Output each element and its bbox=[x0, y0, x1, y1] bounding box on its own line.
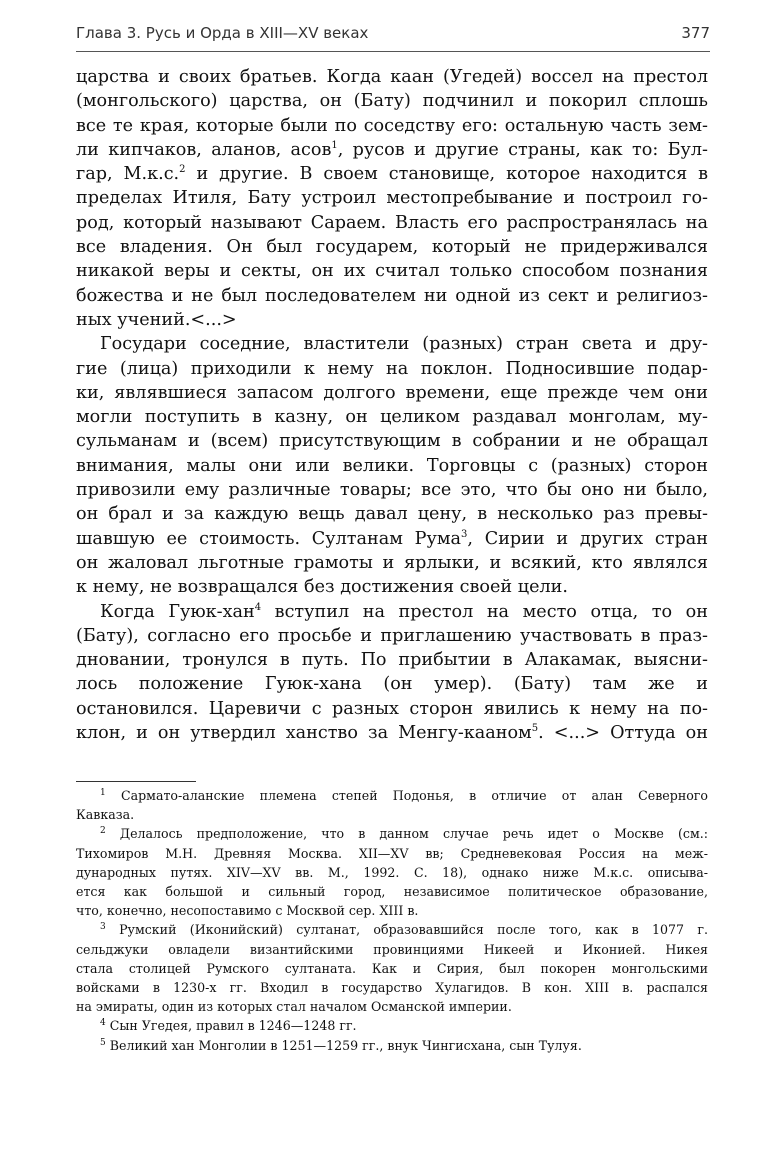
text-segment: ли кипчаков, аланов, асов bbox=[76, 139, 332, 160]
chapter-title: Глава 3. Русь и Орда в XIII—XV веках bbox=[76, 24, 369, 42]
page-number: 377 bbox=[681, 24, 710, 42]
text-segment: клон, и он утвердил ханство за Менгу-кааном bbox=[76, 723, 532, 744]
text-line: сульманам и (всем) присутствующим в собрании и не обращал bbox=[76, 431, 708, 452]
text-line: к нему, не возвращался без достижения своей цели. bbox=[76, 577, 568, 598]
text-segment: , русов и другие страны, как то: Бул- bbox=[337, 139, 708, 160]
paragraph-2 bbox=[76, 332, 708, 599]
footnote-5 bbox=[76, 1036, 708, 1055]
footnote-ref-1[interactable]: 1 bbox=[331, 140, 338, 152]
text-line: царства и своих братьев. Когда каан (Угедей) воссел на престол bbox=[76, 67, 708, 87]
footnote-text: Сармато-аланские племена степей Подонья, в отличие от алан Северного bbox=[120, 788, 708, 803]
text-segment: гар, М.к.с. bbox=[76, 164, 180, 185]
text-line: все те края, которые были по соседству его: остальную часть зем- bbox=[76, 115, 708, 136]
footnote-ref-3[interactable]: 3 bbox=[461, 528, 468, 540]
footnote-rule bbox=[76, 781, 196, 782]
text-line: Государи соседние, властители (разных) стран света и дру- bbox=[100, 334, 708, 355]
footnote-3 bbox=[76, 920, 708, 1016]
footnote-line: войсками в 1230-х гг. Входил в государство Хулагидов. В кон. XIII в. распался bbox=[76, 980, 708, 996]
text-line: ных учений.<...> bbox=[76, 309, 237, 330]
text-line: он жаловал льготные грамоты и ярлыки, и всякий, кто являлся bbox=[76, 552, 708, 573]
footnote-line: Тихомиров М.Н. Древняя Москва. XII—XV вв; Средневековая Россия на меж- bbox=[76, 845, 708, 861]
text-line bbox=[76, 600, 708, 624]
footnote-line: дународных путях. XIV—XV вв. М., 1992. С. 18), однако ниже М.к.с. описыва- bbox=[76, 864, 708, 880]
text-line: (Бату), согласно его просьбе и приглашению участвовать в праз- bbox=[76, 625, 708, 646]
text-line: (монгольского) царства, он (Бату) подчинил и покорил сплошь bbox=[76, 91, 708, 112]
text-line: дновании, тронулся в путь. По прибытии в Алакамак, выясни- bbox=[76, 650, 708, 671]
text-line: привозили ему различные товары; все это, что бы оно ни было, bbox=[76, 480, 708, 501]
footnote-line bbox=[76, 1016, 708, 1035]
footnote-mark: 1 bbox=[100, 787, 106, 798]
footnotes bbox=[76, 786, 708, 1055]
text-segment: Когда Гуюк-хан bbox=[100, 601, 255, 622]
footnote-line bbox=[76, 920, 708, 939]
footnote-line bbox=[76, 824, 708, 843]
footnote-mark: 2 bbox=[100, 826, 106, 837]
text-line bbox=[76, 138, 708, 162]
main-text bbox=[76, 65, 708, 745]
footnote-text: Сын Угедея, правил в 1246—1248 гг. bbox=[109, 1018, 357, 1034]
footnote-ref-4[interactable]: 4 bbox=[254, 601, 262, 613]
footnote-ref-2[interactable]: 2 bbox=[179, 164, 186, 176]
text-segment: вступил на престол на место отца, то он bbox=[261, 601, 708, 622]
text-line: род, который называют Сараем. Власть его распространялась на bbox=[76, 212, 708, 233]
running-header bbox=[76, 21, 710, 47]
footnote-line: Кавказа. bbox=[76, 807, 135, 823]
text-line bbox=[76, 721, 708, 745]
footnote-line: сельджуки овладели византийскими провинциями Никеей и Иконией. Никея bbox=[76, 941, 708, 957]
footnote-mark: 4 bbox=[100, 1018, 106, 1029]
text-line: ки, являвшиеся запасом долгого времени, еще прежде чем они bbox=[76, 382, 708, 403]
footnote-1 bbox=[76, 786, 708, 824]
footnote-text: Румский (Иконийский) султанат, образовавшийся после того, как в 1077 г. bbox=[119, 922, 708, 938]
text-line: все владения. Он был государем, который не придерживался bbox=[76, 237, 708, 258]
paragraph-3 bbox=[76, 600, 708, 746]
text-line: божества и не был последователем ни одной из сект и религиоз- bbox=[76, 285, 708, 306]
paragraph-1 bbox=[76, 65, 708, 332]
text-line: гие (лица) приходили к нему на поклон. Подносившие подар- bbox=[76, 358, 708, 379]
text-line: внимания, малы они или велики. Торговцы с (разных) сторон bbox=[76, 455, 708, 476]
text-line bbox=[76, 162, 708, 186]
footnote-line bbox=[76, 1036, 708, 1055]
footnote-2 bbox=[76, 824, 708, 920]
text-line bbox=[76, 527, 708, 551]
header-rule bbox=[76, 51, 710, 52]
footnote-line: ется как большой и сильный город, независимое политическое образование, bbox=[76, 884, 708, 900]
footnote-line: стала столицей Румского султаната. Как и Сирия, был покорен монгольскими bbox=[76, 960, 708, 976]
footnote-ref-5[interactable]: 5 bbox=[531, 723, 539, 735]
footnote-line bbox=[76, 786, 708, 805]
text-segment: и другие. В своем становище, которое находится в bbox=[185, 164, 709, 185]
footnote-4 bbox=[76, 1016, 708, 1035]
footnote-line: что, конечно, несопоставимо с Москвой сер. XIII в. bbox=[76, 903, 419, 919]
text-segment: шавшую ее стоимость. Султанам Рума bbox=[76, 528, 462, 549]
footnote-mark: 3 bbox=[100, 922, 106, 933]
footnote-text: Делалось предположение, что в данном случае речь идет о Москве (см.: bbox=[119, 826, 708, 842]
text-line: пределах Итиля, Бату устроил местопребывание и построил го- bbox=[76, 188, 708, 209]
footnote-line: на эмираты, один из которых стал началом Османской империи. bbox=[76, 999, 512, 1015]
footnote-text: Великий хан Монголии в 1251—1259 гг., внук Чингисхана, сын Тулуя. bbox=[109, 1037, 582, 1053]
text-segment: , Сирии и других стран bbox=[467, 528, 708, 549]
footnote-mark: 5 bbox=[100, 1037, 106, 1048]
text-line: лось положение Гуюк-хана (он умер). (Бату) там же и bbox=[76, 674, 708, 695]
text-line: он брал и за каждую вещь давал цену, в несколько раз превы- bbox=[76, 504, 708, 525]
text-line: никакой веры и секты, он их считал только способом познания bbox=[76, 261, 708, 282]
text-line: остановился. Царевичи с разных сторон явились к нему на по- bbox=[76, 698, 708, 719]
text-segment: . <...> Оттуда он bbox=[538, 723, 708, 744]
text-line: могли поступить в казну, он целиком раздавал монголам, му- bbox=[76, 407, 708, 428]
